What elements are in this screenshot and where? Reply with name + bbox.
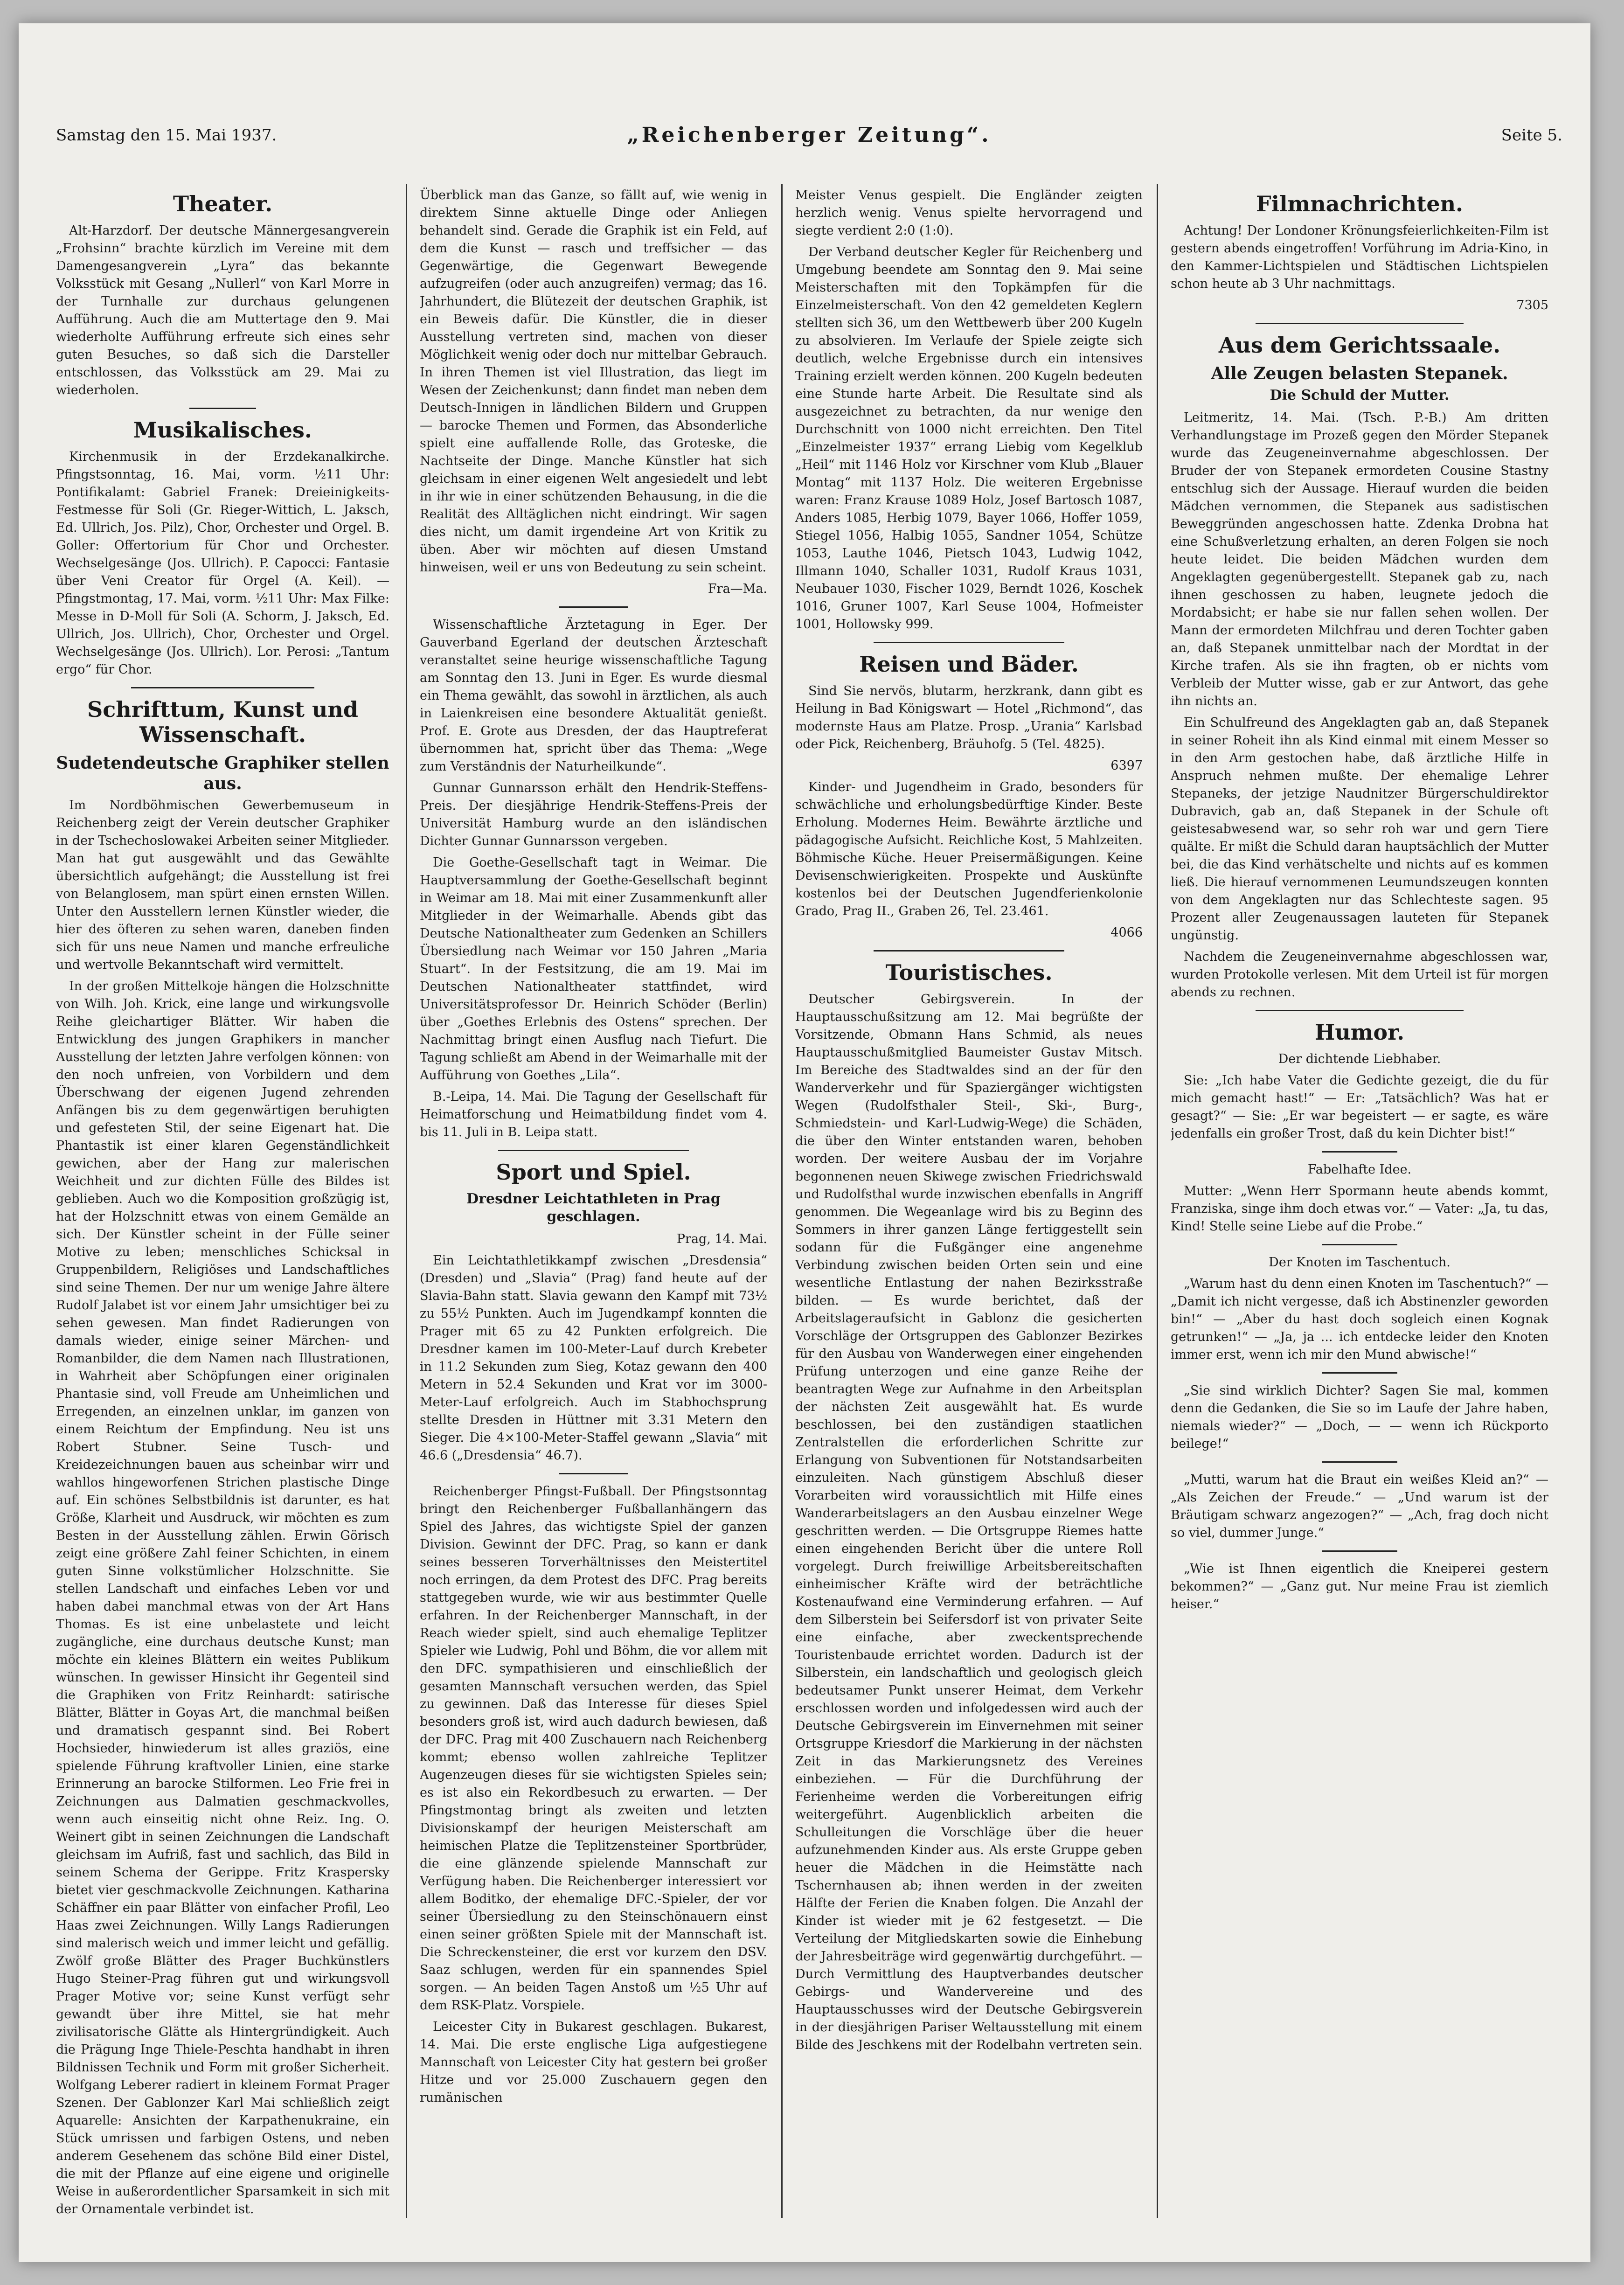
advert-paragraph: Kinder- und Jugendheim in Grado, besonders für schwächliche und erholungsbedürftige Kinder. Beste Erholung. Modernes Heim. Bewährte ärztliche und pädagogische Aufsicht. Reichliche Kost, 5 Mahlzeiten. Böhmische Küche. Heuer Preisermäßigungen. Keine Devisenschwierigkeiten. Prospekte und Auskünfte kostenlos bei der Deutschen Jugendferienkolonie Grado, Prag II., Graben 26, Tel. 23.461. bbox=[795, 780, 1143, 918]
article-paragraph: In der großen Mittelkoje hängen die Holzschnitte von Wilh. Joh. Krick, eine lange und wirkungsvolle Reihe gleichartiger Blätter. Wir haben die Entwicklung des jungen Graphikers in mancher Ausstellung der letzten Jahre verfolgen können: von den noch unfreien, von Vorbildern und dem Überschwang der eigenen Jugend zehrenden Anfängen bis zu dem gegenwärtigen beruhigten und gefesteten Stil, der seine Eigenart hat. Die Phantastik ist einer klaren Gegenständlichkeit gewichen, aber der Hang zur malerischen Weichheit und zur dichten Fülle des Bildes ist geblieben. Auch wo die Komposition großzügig ist, hat der Holzschnitt etwas von einem Gemälde an sich. Der Künstler scheint in der Fülle seiner Motive zu leben; menschliches Schicksal in Gruppenbildern, Religiöses und Landschaftliches sind seine Themen. Der nur um wenige Jahre ältere Rudolf Jalabet ist vor einem Jahr umsichtiger bei zu sehen gewesen. Man findet Radierungen von damals wieder, einige seiner Märchen- und Romanbilder, die dem Namen nach Illustrationen, in Wahrheit aber Schöpfungen einer originalen Phantasie sind, voll Freude am Unheimlichen und Erregenden, an einzelnen unklar, im ganzen von einem Reichtum der Empfindung. Neu ist uns Robert Stubner. Seine Tusch- und Kreidezeichnungen bauen aus scheinbar wirr und wahllos hingeworfenen Strichen plastische Dinge auf. Ein schönes Selbstbildnis ist darunter, es hat Größe, Klarheit und Ausdruck, wir möchten es zum Besten in der Ausstellung zählen. Erwin Görisch zeigt eine größere Zahl feiner Schichten, in einem guten Sinne volkstümlicher Holzschnitte. Sie stellen Landschaft und einfaches Leben vor und haben dabei manchmal etwas von der Art Hans Thomas. Es ist eine unbelastete und leicht zugängliche, eine durchaus deutsche Kunst; man möchte ein kleines Blättern ein weites Publikum wünschen. In gewisser Hinsicht ihr Gegenteil sind die Graphiken von Fritz Reinhardt: satirische Blätter, Blätter in Goyas Art, die manchmal beißen und dramatisch gespannt sind. Bei Robert Hochsieder, hinwiederum ist alles graziös, eine spielende Führung kraftvoller Linien, eine starke Erinnerung an barocke Stilformen. Leo Frie frei in Zeichnungen aus Dalmatien geschmackvolles, wenn auch einseitig nicht ohne Reiz. Ing. O. Weinert gibt in seinen Zeichnungen die Landschaft gleichsam im Aufriß, fast und sachlich, das Bild in seinem Schema der Gerippe. Fritz Kraspersky bietet vier geschmackvolle Zeichnungen. Katharina Schäffner ein paar Blätter von einfacher Profil, Leo Haas zwei Zeichnungen. Willy Langs Radierungen sind malerisch weich und immer leicht und gefällig. Zwölf große Blätter des Prager Buchkünstlers Hugo Steiner-Prag führen gut und wirkungsvoll Prager Motive vor; seine Kunst verfügt sehr gewandt über ihre Mittel, sie hat mehr zivilisatorische Glätte als Hintergründigkeit. Auch die Prägung Inge Thiele-Peschta handhabt in ihren Bildnissen Technik und Form mit großer Sicherheit. Wolfgang Leberer radiert in kleinem Format Prager Szenen. Der Gablonzer Karl Mai schließlich zeigt Aquarelle: Ansichten der Karpathenukraine, ein Stück umrissen und farbigen Ostens, und neben anderem Gesehenem das schöne Bild einer Distel, die mit der Pflanze auf eine eigene und originelle Weise in außerordentlicher Sparsamkeit in sich mit der Ornamentale verbindet ist. bbox=[56, 979, 389, 2216]
divider bbox=[1322, 1550, 1397, 1552]
divider bbox=[1322, 1244, 1397, 1245]
article-paragraph: Leitmeritz, 14. Mai. (Tsch. P.-B.) Am dritten Verhandlungstage im Prozeß gegen den Mörder Stepanek wurde das Zeugeneinvernahme abgeschlossen. Der Bruder der von Stepanek ermordeten Cousine Stastny entschlug sich der Aussage. Hierauf wurden die beiden Mädchen vernommen, die Stepanek aus sadistischen Beweggründen angeschossen hatte. Zdenka Drobna hat eine Schußverletzung erhalten, an deren Folgen sie noch heute leidet. Die beiden Mädchen wurden dem Angeklagten gegenübergestellt. Stepanek gab zu, nach ihnen geschossen zu haben, leugnete jedoch die Mordabsicht; er habe sie nur fallen sehen wollen. Der Mann der ermordeten Milchfrau und deren Tochter gaben an, daß Stepanek unmittelbar nach der Mordtat in der Kirche trafen. Als sie ihn fragten, ob er nichts vom Verbleib der Mutter wisse, gab er zur Antwort, das gehe ihn nichts an. bbox=[1171, 410, 1548, 708]
joke-text: „Warum hast du denn einen Knoten im Taschentuch?“ — „Damit ich nicht vergesse, daß ich Abstinenzler geworden bin!“ — „Aber du hast doch sogleich einen Kognak getrunken!“ — „Ja, ja ... ich entdecke leider den Knoten immer erst, wenn ich mir den Mund abwische!“ bbox=[1171, 1277, 1548, 1362]
joke-text: Sie: „Ich habe Vater die Gedichte gezeigt, die du für mich gemacht hast!“ — Er: „Tatsächlich? Was hat er gesagt?“ — Sie: „Er war begeistert — er sagte, es wäre jedenfalls ein großer Trost, daß du kein Dichter bist!“ bbox=[1171, 1073, 1548, 1141]
divider bbox=[559, 1473, 628, 1474]
joke-text: „Wie ist Ihnen eigentlich die Kneiperei gestern bekommen?“ — „Ganz gut. Nur meine Frau ist ziemlich heiser.“ bbox=[1171, 1562, 1548, 1611]
article-paragraph: Leicester City in Bukarest geschlagen. Bukarest, 14. Mai. Die erste englische Liga aufgestiegene Mannschaft von Leicester City hat gestern bei großer Hitze und vor 25.000 Zuschauern gegen den rumänischen bbox=[420, 2020, 767, 2105]
divider bbox=[1322, 1461, 1397, 1463]
advert-number: 4066 bbox=[1110, 925, 1143, 940]
article-paragraph: Ein Schulfreund des Angeklagten gab an, daß Stepanek in seiner Roheit ihn als Kind einmal mit einem Messer so in den Arm gestochen habe, daß ärztliche Hilfe in Anspruch nehmen mußte. Der ehemalige Lehrer Stepaneks, der jetzige Naudnitzer Bürgerschuldirektor Dubravich, gab an, daß Stepanek in der Schule oft geistesabwesend war, so sehr roh war und gern Tiere quälte. Er mißt die Schuld daran hauptsächlich der Mutter bei, die das Kind verhätschelte und nichts auf es kommen ließ. Die hierauf vernommenen Leumundszeugen konnten von dem Angeklagten nur das Schlechteste sagen. 95 Prozent aller Zeugenaussagen lauteten für Stepanek ungünstig. bbox=[1171, 715, 1548, 943]
joke-text: Mutter: „Wenn Herr Spormann heute abends kommt, Franziska, singe ihm doch etwas vor.“ — Vater: „Ja, tu das, Kind! Stelle seine Liebe auf die Probe.“ bbox=[1171, 1184, 1548, 1234]
issue-date: Samstag den 15. Mai 1937. bbox=[56, 126, 277, 145]
joke-text: „Mutti, warum hat die Braut ein weißes Kleid an?“ — „Als Zeichen der Freude.“ — „Und warum ist der Bräutigam schwarz angezogen?“ — „Ach, frag doch nicht so viel, dummer Junge.“ bbox=[1171, 1472, 1548, 1540]
dateline: Prag, 14. Mai. bbox=[676, 1232, 767, 1246]
article-subheadline: Die Schuld der Mutter. bbox=[1270, 387, 1450, 403]
article-paragraph: Ein Leichtathletikkampf zwischen „Dresdensia“ (Dresden) und „Slavia“ (Prag) fand heute auf der Slavia-Bahn statt. Slavia gewann den Kampf mit 73½ zu 55½ Punkten. Auch im Jugendkampf konnten die Prager mit 65 zu 42 Punkten erfolgreich. Die Dresdner kamen im 100-Meter-Lauf durch Krebeter in 11.2 Sekunden zum Sieg, Kotaz gewann den 400 Metern in 52.4 Sekunden und Krat vor im 3000-Meter-Lauf erfolgreich. Auch im Stabhochsprung stellte Dresden in Hüttner mit 3.31 Metern den Sieger. Die 4×100-Meter-Staffel gewann „Slavia“ mit 46.6 („Dresdensia“ 46.7). bbox=[420, 1253, 767, 1463]
joke-title: Fabelhafte Idee. bbox=[1307, 1162, 1412, 1177]
section-heading-travel: Reisen und Bäder. bbox=[859, 652, 1079, 677]
article-paragraph: B.-Leipa, 14. Mai. Die Tagung der Gesellschaft für Heimatforschung und Heimatbildung findet vom 4. bis 11. Juli in B. Leipa statt. bbox=[420, 1090, 767, 1139]
joke-title: Der Knoten im Taschentuch. bbox=[1269, 1255, 1450, 1270]
article-paragraph: Im Nordböhmischen Gewerbemuseum in Reichenberg zeigt der Verein deutscher Graphiker in der Tschechoslowakei Arbeiten seiner Mitglieder. Man hat gut ausgewählt und das Gewählte übersichtlich aufgehängt; die Ausstellung ist frei von Belanglosem, man spürt einen ernsten Willen. Unter den Ausstellern lernen Künstler wieder, die hier des öfteren zu sehen waren, daneben finden sich für uns neue Namen und manche erfreuliche und wertvolle Bekanntschaft wird vermittelt. bbox=[56, 798, 389, 972]
column-4 bbox=[1171, 187, 1548, 2216]
column-1 bbox=[56, 187, 389, 2216]
joke-text: „Sie sind wirklich Dichter? Sagen Sie mal, kommen denn die Gedanken, die Sie so im Laufe der Jahre haben, niemals wieder?“ — „Doch, — — wenn ich Rückporto beilege!“ bbox=[1171, 1383, 1548, 1451]
article-headline: Alle Zeugen belasten Stepanek. bbox=[1211, 364, 1508, 383]
article-paragraph: Achtung! Der Londoner Krönungsfeierlichkeiten-Film ist gestern abends eingetroffen! Vorführung im Adria-Kino, in den Kammer-Lichtspielen und Städtischen Lichtspielen schon heute ab 3 Uhr nachmittags. bbox=[1171, 223, 1548, 291]
article-signature: Fra—Ma. bbox=[708, 582, 767, 596]
divider bbox=[131, 687, 314, 688]
article-paragraph: Die Goethe-Gesellschaft tagt in Weimar. Die Hauptversammlung der Goethe-Gesellschaft beginnt in Weimar am 18. Mai mit einer Zusammenkunft aller Mitglieder in der Weimarhalle. Abends gibt das Deutsche Nationaltheater zum Gedenken an Schillers Übersiedlung nach Weimar vor 150 Jahren „Maria Stuart“. In der Festsitzung, die am 19. Mai im Deutschen Nationaltheater stattfindet, wird Universitätsprofessor Dr. Heinrich Schöder (Berlin) über „Goethes Erlebnis des Ostens“ sprechen. Der Nachmittag bringt einen Ausflug nach Tiefurt. Die Tagung schließt am Abend in der Weimarhalle mit der Aufführung von Goethes „Lila“. bbox=[420, 855, 767, 1083]
divider bbox=[874, 642, 1065, 643]
article-headline: Dresdner Leichtathleten in Prag geschlagen. bbox=[466, 1191, 721, 1225]
divider bbox=[874, 950, 1065, 952]
article-paragraph: Wissenschaftliche Ärztetagung in Eger. Der Gauverband Egerland der deutschen Ärzteschaft veranstaltet seine heurige wissenschaftliche Tagung am Sonntag den 13. Juni in Eger. Es wurde diesmal ein Thema gewählt, das sowohl in ärztlichen, als auch in Laienkreisen eine besondere Aktualität genießt. Prof. E. Grote aus Dresden, der das Hauptreferat übernommen hat, spricht über das Thema: „Wege zum Verständnis der Naturheilkunde“. bbox=[420, 618, 767, 774]
article-paragraph: Nachdem die Zeugeneinvernahme abgeschlossen war, wurden Protokolle verlesen. Mit dem Urteil ist für morgen abends zu rechnen. bbox=[1171, 950, 1548, 1000]
article-paragraph: Alt-Harzdorf. Der deutsche Männergesangverein „Frohsinn“ brachte kürzlich im Vereine mit dem Damengesangverein „Lyra“ das bekannte Volksstück mit Gesang „Nullerl“ von Karl Morre in der Turnhalle zur durchaus gelungenen Aufführung. Auch die am Muttertage den 9. Mai wiederholte Aufführung erfreute sich eines sehr guten Besuches, so daß sich die Darsteller entschlossen, das Volksstück am 29. Mai zu wiederholen. bbox=[56, 223, 389, 397]
divider bbox=[1256, 323, 1464, 324]
section-heading-sport: Sport und Spiel. bbox=[496, 1160, 691, 1185]
column-rule bbox=[781, 184, 783, 2218]
section-heading-film: Filmnachrichten. bbox=[1256, 191, 1464, 216]
article-headline: Sudetendeutsche Graphiker stellen aus. bbox=[56, 753, 389, 793]
article-paragraph: Reichenberger Pfingst-Fußball. Der Pfingstsonntag bringt den Reichenberger Fußballanhängern das Spiel des Jahres, das wichtigste Spiel der ganzen Division. Gewinnt der DFC. Prag, so kann er dank seines besseren Torverhältnisses den Meistertitel noch erringen, da dem Protest des DFC. Prag bereits stattgegeben wurde, wie wir aus bestimmter Quelle erfahren. In der Reichenberger Mannschaft, in der Reach wieder spielt, sind auch ehemalige Teplitzer Spieler wie Ludwig, Pohl und Böhm, die vor allem mit den DFC. sympathisieren und einschließlich der gesamten Mannschaft versuchen werden, das Spiel zu gewinnen. Daß das Interesse für dieses Spiel besonders groß ist, wird auch dadurch bewiesen, daß der DFC. Prag mit 400 Zuschauern nach Reichenberg kommt; ebenso wollen zahlreiche Teplitzer Augenzeugen dieses für sie wichtigsten Spieles sein; es ist also ein Rekordbesuch zu erwarten. — Der Pfingstmontag bringt als zweiten und letzten Divisionskampf der heurigen Meisterschaft am heimischen Platze die Teplitzensteiner Sportbrüder, die eine glänzende spielende Mannschaft zur Verfügung haben. Die Reichenberger interessiert vor allem Boditko, der ehemalige DFC.-Spieler, der vor seiner Übersiedlung zu den Steinschönauern einst einen seiner größten Spiele mit der Mannschaft ist. Die Schreckensteiner, die erst vor kurzem den DSV. Saaz schlugen, werden für ein spannendes Spiel sorgen. — An beiden Tagen Anstoß um ½5 Uhr auf dem RSK-Platz. Vorspiele. bbox=[420, 1484, 767, 2013]
article-paragraph: Der Verband deutscher Kegler für Reichenberg und Umgebung beendete am Sonntag den 9. Mai seine Meisterschaften mit den Topkämpfen für die Einzelmeisterschaft. Von den 42 gemeldeten Keglern stellten sich 36, um den Wettbewerb über 200 Kugeln zu absolvieren. Im Verlaufe der Spiele zeigte sich deutlich, welche Ergebnisse durch ein intensives Training erzielt werden können. 200 Kugeln bedeuten eine Stunde harte Arbeit. Die Resultate sind als ausgezeichnet zu betrachten, da nur wenige den Durchschnitt von 1000 nicht erreichten. Den Titel „Einzelmeister 1937“ errang Liebig vom Kegelklub „Heil“ mit 1146 Holz vor Kirschner vom Klub „Blauer Montag“ mit 1137 Holz. Die weiteren Ergebnisse waren: Franz Krause 1089 Holz, Josef Bartosch 1087, Anders 1085, Herbig 1079, Bayer 1066, Hoffer 1059, Stiegel 1056, Halbig 1055, Sandner 1054, Schütze 1053, Lauthe 1046, Pietsch 1043, Ludwig 1042, Illmann 1040, Schaller 1031, Rudolf Kraus 1031, Neubauer 1030, Fischer 1029, Berndt 1026, Koschek 1016, Gruner 1007, Karl Seuse 1004, Hofmeister 1001, Hollowsky 999. bbox=[795, 245, 1143, 632]
section-heading-court: Aus dem Gerichtssaale. bbox=[1218, 333, 1501, 358]
advert-paragraph: Sind Sie nervös, blutarm, herzkrank, dann gibt es Heilung in Bad Königswart — Hotel „Richmond“, das modernste Haus am Platze. Prosp. „Urania“ Karlsbad oder Pick, Reichenberg, Bräuhofg. 5 (Tel. 4825). bbox=[795, 684, 1143, 751]
section-heading-tourism: Touristisches. bbox=[885, 960, 1053, 985]
newspaper-title: „Reichenberger Zeitung“. bbox=[627, 123, 992, 147]
divider bbox=[1322, 1372, 1397, 1374]
divider bbox=[189, 408, 256, 409]
article-paragraph: Meister Venus gespielt. Die Engländer zeigten herzlich wenig. Venus spielte hervorragend und siegte verdient 2:0 (1:0). bbox=[795, 188, 1143, 238]
advert-number: 7305 bbox=[1516, 298, 1548, 313]
article-paragraph: Kirchenmusik in der Erzdekanalkirche. Pfingstsonntag, 16. Mai, vorm. ½11 Uhr: Pontifikalamt: Gabriel Franek: Dreieinigkeits-Festmesse für Soli (Gr. Rieger-Wittich, L. Jaksch, Ed. Ullrich, Jos. Pilz), Chor, Orchester und Orgel. B. Goller: Offertorium für Chor und Orchester. Wechselgesänge (Jos. Ullrich). P. Capocci: Fantasie über Veni Creator für Orgel (A. Keil). — Pfingstmontag, 17. Mai, vorm. ½11 Uhr: Max Filke: Messe in D-Moll für Soli (A. Schorm, J. Jaksch, Ed. Ullrich, Jos. Ullrich), Chor, Orchester und Orgel. Wechselgesänge (Jos. Ullrich). Lor. Perosi: „Tantum ergo“ für Chor. bbox=[56, 450, 389, 677]
divider bbox=[1256, 1010, 1464, 1011]
article-paragraph: Gunnar Gunnarsson erhält den Hendrik-Steffens-Preis. Der diesjährige Hendrik-Steffens-Preis der Universität Hamburg wurde an den isländischen Dichter Gunnar Gunnarsson vergeben. bbox=[420, 781, 767, 848]
section-heading-humor: Humor. bbox=[1314, 1020, 1405, 1045]
section-heading-music: Musikalisches. bbox=[133, 417, 312, 443]
column-rule bbox=[406, 184, 407, 2218]
article-paragraph: Überblick man das Ganze, so fällt auf, wie wenig in direktem Sinne aktuelle Dinge oder Anliegen behandelt sind. Gerade die Graphik ist ein Feld, auf dem die Kunst — rasch und treffsicher — das Gegenwärtige, die Gegenwart Bewegende aufzugreifen (oder auch anzugreifen) vermag; das 16. Jahrhundert, die Blütezeit der deutschen Graphik, ist ein Beweis dafür. Die Künstler, die in dieser Ausstellung vertreten sind, machen von dieser Möglichkeit wenig oder doch nur mittelbar Gebrauch. In ihren Themen ist viel Illustration, das liegt im Wesen der Zeichenkunst; dann findet man neben dem Deutsch-Innigen in ländlichen Bildern und Gruppen — barocke Themen und Formen, das Absonderliche spielt eine auffallende Rolle, das Groteske, die Nachtseite der Dinge. Manche Künstler hat sich gleichsam in einer eigenen Welt angesiedelt und lebt in ihr wie in einer schützenden Behausung, in die die Realität des Alltäglichen nicht eindringt. Wir sagen dies nicht, um damit irgendeine Art von Kritik zu üben. Aber wir möchten auf diesen Umstand hinweisen, weil er uns von Bedeutung zu sein scheint. bbox=[420, 188, 767, 575]
divider bbox=[498, 1150, 689, 1151]
divider bbox=[559, 606, 628, 608]
joke-title: Der dichtende Liebhaber. bbox=[1278, 1052, 1441, 1066]
divider bbox=[1322, 1151, 1397, 1153]
section-heading-theater: Theater. bbox=[173, 191, 273, 216]
column-2 bbox=[420, 187, 767, 2216]
column-3 bbox=[795, 187, 1143, 2216]
page-number: Seite 5. bbox=[1501, 126, 1562, 145]
page-header bbox=[56, 123, 1562, 159]
article-paragraph: Deutscher Gebirgsverein. In der Hauptausschußsitzung am 12. Mai begrüßte der Vorsitzende, Obmann Hans Schmid, als neues Hauptausschußmitglied Baumeister Gustav Mitsch. Im Bereiche des Stadtwaldes sind an der für den Wanderverkehr und für Spaziergänger wichtigsten Wegen (Rudolfsthaler Steil-, Ski-, Burg-, Schmiedstein- und Karl-Ludwig-Wege) die Schäden, die über den Winter entstanden waren, behoben worden. Der weitere Ausbau der im Vorjahre begonnenen neuen Skiwege zwischen Friedrichswald und Rudolfsthal wurde inzwischen ebenfalls in Angriff genommen. Die Wegeanlage wird bis zu Beginn des Sommers in ihrer ganzen Länge fertiggestellt sein sodann für die Fußgänger eine angenehme Verbindung zwischen beiden Orten sein und eine wesentliche Entlastung der nahen Bezirksstraße bilden. — Es wurde berichtet, daß der Arbeitslageraufsicht in Gablonz die gesicherten Vorschläge der Ortsgruppen des Gablonzer Bezirkes für den Ausbau von Wanderwegen einer eingehenden Prüfung unterzogen und eine ganze Reihe der beantragten Wege zur Aufnahme in den Arbeitsplan der nächsten Zeit ausgewählt hat. Es wurde beschlossen, bei den zuständigen staatlichen Zentralstellen die erforderlichen Schritte zur Erlangung von Subventionen für Notstandsarbeiten einzuleiten. Nach günstigem Abschluß dieser Vorarbeiten wird voraussichtlich mit Hilfe eines Wanderarbeitslagers an den Ausbau einzelner Wege geschritten werden. — Die Ortsgruppe Riemes hatte einen eingehenden Bericht über die untere Roll vorgelegt. Durch freiwillige Arbeitsbereitschaften einheimischer Kräfte wird der beträchtliche Kostenaufwand eine Verminderung erfahren. — Auf dem Silberstein bei Seifersdorf ist von privater Seite eine einfache, aber zweckentsprechende Touristenbaude errichtet worden. Dadurch ist der Silberstein, ein landschaftlich und geologisch gleich bedeutsamer Punkt unserer Heimat, dem Verkehr erschlossen worden und infolgedessen wird auch der Deutsche Gebirgsverein im Einvernehmen mit seiner Ortsgruppe Kriesdorf die Markierung in der nächsten Zeit in das Markierungsnetz des Vereines einbeziehen. — Für die Durchführung der Ferienheime werden die Vorbereitungen eifrig weitergeführt. Augenblicklich arbeiten die Schulleitungen die Vorschläge über die heuer aufzunehmenden Kinder aus. Als erste Gruppe geben heuer die Mädchen in die Heimstätte nach Tschernhausen ab; ihnen werden in der zweiten Hälfte der Ferien die Knaben folgen. Die Anzahl der Kinder ist wieder mit je 62 festgesetzt. — Die Verteilung der Mitgliedskarten sowie die Einhebung der Jahresbeiträge wird gegenwärtig durchgeführt. — Durch Vermittlung des Hauptverbandes deutscher Gebirgs- und Wandervereine und des Hauptausschusses wird der Deutsche Gebirgsverein in der diesjährigen Pariser Weltausstellung mit einem Bilde des Jeschkens mit der Rodelbahn vertreten sein. bbox=[795, 992, 1143, 2052]
column-rule bbox=[1157, 184, 1158, 2218]
advert-number: 6397 bbox=[1110, 758, 1143, 773]
section-heading-literature: Schrifttum, Kunst und Wissenschaft. bbox=[87, 697, 358, 747]
newspaper-page bbox=[19, 23, 1590, 2262]
